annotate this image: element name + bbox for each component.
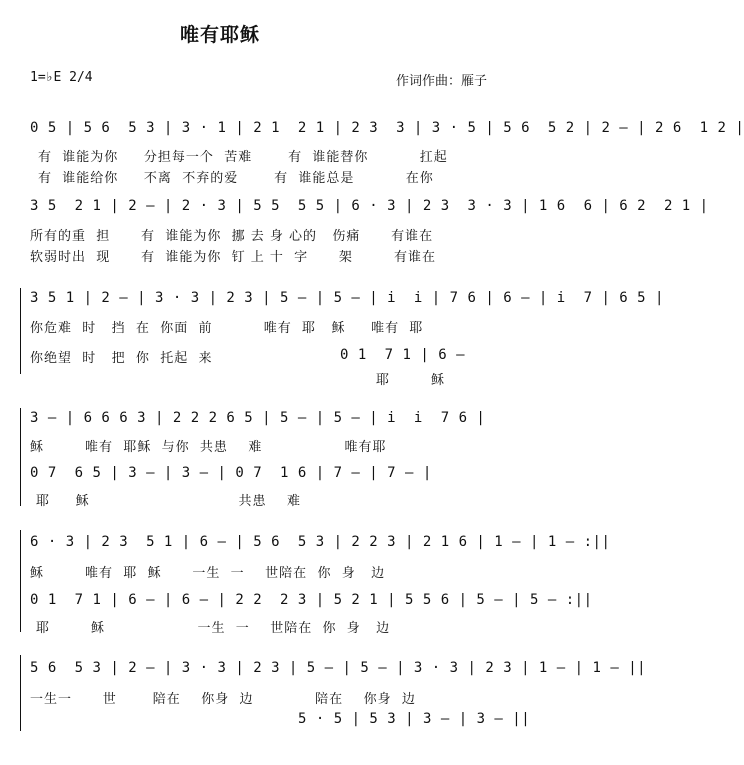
system-brace xyxy=(20,655,21,731)
harmony-notes-line: 0 1 7 1 | 6 – xyxy=(340,347,466,363)
harmony-lyrics-line: 耶 稣 共患 难 xyxy=(36,494,302,509)
key-signature: 1=♭E 2/4 xyxy=(30,70,93,85)
system-brace xyxy=(20,530,21,632)
notes-line: 3 5 1 | 2 – | 3 · 3 | 2 3 | 5 – | 5 – | i i | 7 6 | 6 – | i 7 | 6 5 | xyxy=(30,290,664,306)
system-brace xyxy=(20,288,21,374)
composer-credit: 作词作曲：雁子 xyxy=(396,74,488,89)
lyrics-line: 稣 唯有 耶 稣 一生 一 世陪在 你 身 边 xyxy=(30,566,386,581)
lyrics-line: 所有的重 担 有 谁能为你 挪 去 身 心的 伤痛 有谁在 xyxy=(30,229,434,244)
harmony-lyrics-line: 耶 稣 xyxy=(376,373,446,388)
notes-line: 5 6 5 3 | 2 – | 3 · 3 | 2 3 | 5 – | 5 – | 3 · 3 | 2 3 | 1 – | 1 – || xyxy=(30,660,647,676)
lyrics-line: 有 谁能为你 分担每一个 苦难 有 谁能替你 扛起 xyxy=(38,150,448,165)
lyrics-line: 你危难 时 挡 在 你面 前 唯有 耶 稣 唯有 耶 xyxy=(30,321,424,336)
harmony-notes-line: 0 7 6 5 | 3 – | 3 – | 0 7 1 6 | 7 – | 7 – | xyxy=(30,465,432,481)
system-brace xyxy=(20,408,21,506)
notes-line: 6 · 3 | 2 3 5 1 | 6 – | 5 6 5 3 | 2 2 3 | 2 1 6 | 1 – | 1 – :|| xyxy=(30,534,611,550)
lyrics-line: 稣 唯有 耶稣 与你 共患 难 唯有耶 xyxy=(30,440,387,455)
harmony-notes-line: 5 · 5 | 5 3 | 3 – | 3 – || xyxy=(298,711,531,727)
lyrics-line: 你绝望 时 把 你 托起 来 xyxy=(30,351,213,366)
harmony-lyrics-line: 耶 稣 一生 一 世陪在 你 身 边 xyxy=(36,621,391,636)
notes-line: 3 5 2 1 | 2 – | 2 · 3 | 5 5 5 5 | 6 · 3 | 2 3 3 · 3 | 1 6 6 | 6 2 2 1 | xyxy=(30,198,709,214)
notes-line: 0 5 | 5 6 5 3 | 3 · 1 | 2 1 2 1 | 2 3 3 | 3 · 5 | 5 6 5 2 | 2 – | 2 6 1 2 | xyxy=(30,120,744,136)
lyrics-line: 软弱时出 现 有 谁能为你 钉 上 十 字 架 有谁在 xyxy=(30,250,436,265)
harmony-notes-line: 0 1 7 1 | 6 – | 6 – | 2 2 2 3 | 5 2 1 | 5 5 6 | 5 – | 5 – :|| xyxy=(30,592,593,608)
lyrics-line: 一生一 世 陪在 你身 边 陪在 你身 边 xyxy=(30,692,416,707)
notes-line: 3 – | 6 6 6 3 | 2 2 2 6 5 | 5 – | 5 – | i i 7 6 | xyxy=(30,410,486,426)
lyrics-line: 有 谁能给你 不离 不弃的爱 有 谁能总是 在你 xyxy=(38,171,434,186)
page-title: 唯有耶稣 xyxy=(180,24,261,46)
